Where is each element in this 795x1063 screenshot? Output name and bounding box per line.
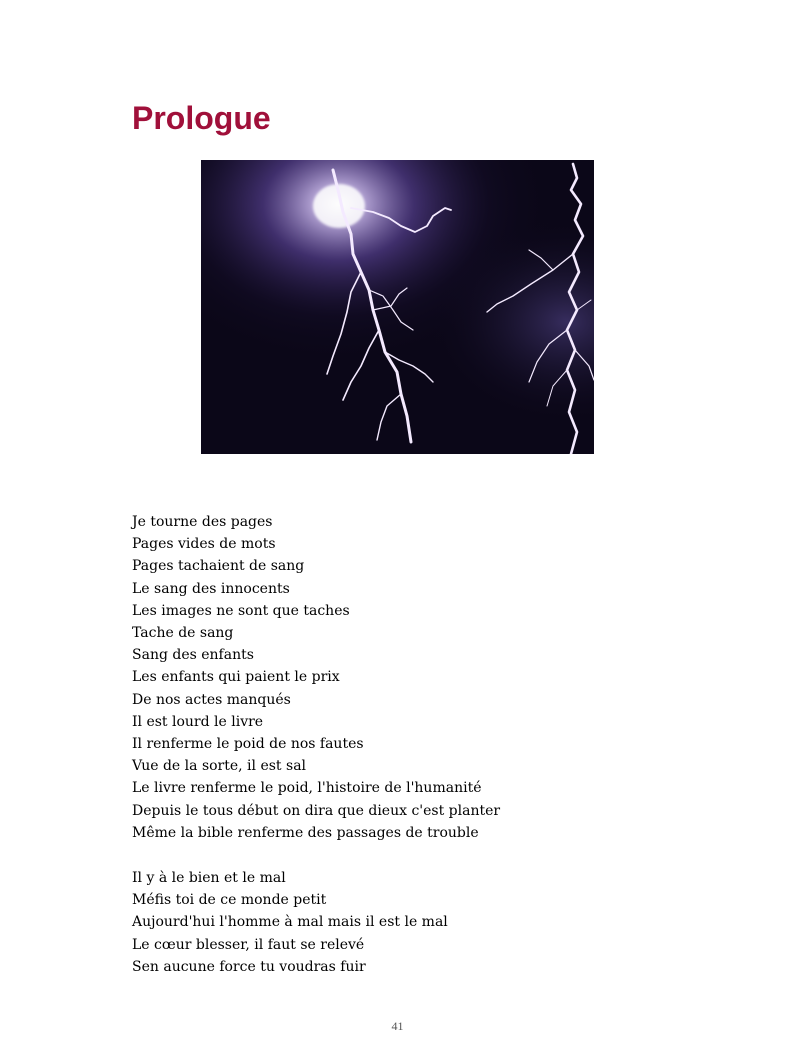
poem-line: Le cœur blesser, il faut se relevé [132,936,365,953]
page-title: Prologue [132,100,271,136]
poem-line: Je tourne des pages [132,514,273,530]
poem-line: Pages tachaient de sang [132,558,305,575]
poem-line: Pages vides de mots [132,536,276,553]
page-number: 41 [391,1019,404,1033]
poem-line: Méfis toi de ce monde petit [132,892,327,909]
poem-line: Les images ne sont que taches [132,602,350,619]
poem-line: Il est lourd le livre [132,713,264,730]
poem-line: Même la bible renferme des passages de trouble [132,824,479,841]
poem-line: Sen aucune force tu voudras fuir [132,958,366,975]
lightning-image [201,160,594,454]
poem-line: Le livre renferme le poid, l'histoire de l'humanité [132,780,482,797]
stanza-1 [132,511,500,844]
poem-line: Le sang des innocents [132,580,290,597]
lightning-photo-icon [201,160,594,454]
poem-line: Les enfants qui paient le prix [132,669,340,686]
poem-line: Tache de sang [132,625,234,642]
poem-line: Sang des enfants [132,647,254,664]
poem-line: De nos actes manqués [132,691,291,708]
poem-line: Depuis le tous début on dira que dieux c'est planter [132,802,501,819]
poem-line: Vue de la sorte, il est sal [132,758,307,775]
poem-line: Aujourd'hui l'homme à mal mais il est le mal [132,914,448,931]
stanza-2 [132,867,448,978]
poem-line: Il renferme le poid de nos fautes [132,736,364,753]
poem-line: Il y à le bien et le mal [132,870,286,886]
